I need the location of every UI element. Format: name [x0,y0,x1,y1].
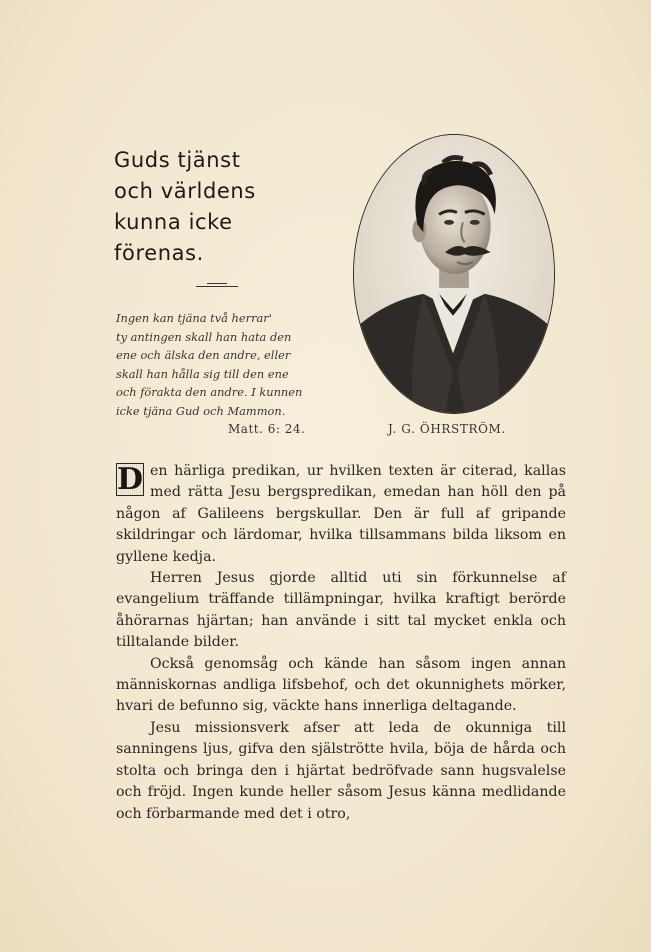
paragraph [116,461,566,568]
scripture-verse [116,309,331,421]
verse-line: ene och älska den andre, eller [116,348,291,363]
title-divider [196,286,238,287]
title-line: och världens [114,179,256,203]
verse-line: skall han hålla sig till den ene [116,366,289,381]
article-title [114,145,314,269]
paragraph: Också genomsåg och kände han såsom ingen annan människornas andliga lifsbehof, och det okunnighets mörker, hvari de befunno sig, väckte hans innerliga deltagande. [116,655,566,715]
paragraph: Herren Jesus gjorde alltid uti sin förkunnelse af evangelium träffande tillämpningar, hvilka kraftigt berörde åhörarnas hjärtan; han använde i sitt tal mycket enkla och tilltalande bilder. [116,570,566,651]
dropcap-initial [116,463,144,496]
title-line: kunna icke [114,210,233,234]
verse-line: Ingen kan tjäna två herrar' [116,311,272,325]
paragraph: Jesu missionsverk afser att leda de okunniga till sanningens ljus, gifva den själströtte hvila, böja de hårda och stolta och bringa den i hjärtat bedröfvade sann hugsvalelse och fröjd. Ingen kunde heller såsom Jesus känna medlidande och förbarmande med det i otro, [116,719,566,822]
article-body [116,461,566,825]
paragraph-text: en härliga predikan, ur hvilken texten är citerad, kallas med rätta Jesu bergspredikan, emedan han höll den på någon af Galileens bergskullar. Den är full af gripande skildringar och lärdomar, hvilka tillsammans bilda liksom en gyllene kedja. [116,463,566,565]
portrait-illustration [354,135,554,413]
verse-line: och förakta den andre. I kunnen [116,385,303,400]
verse-line: icke tjäna Gud och Mammon. [116,403,286,418]
verse-line: ty antingen skall han hata den [116,329,292,344]
title-line: Guds tjänst [114,148,241,172]
verse-reference: Matt. 6: 24. [228,422,306,436]
portrait-caption: J. G. ÖHRSTRÖM. [388,422,506,436]
portrait-photo [353,134,555,414]
dropcap-letter: D [117,461,144,497]
title-line: förenas. [114,241,204,265]
